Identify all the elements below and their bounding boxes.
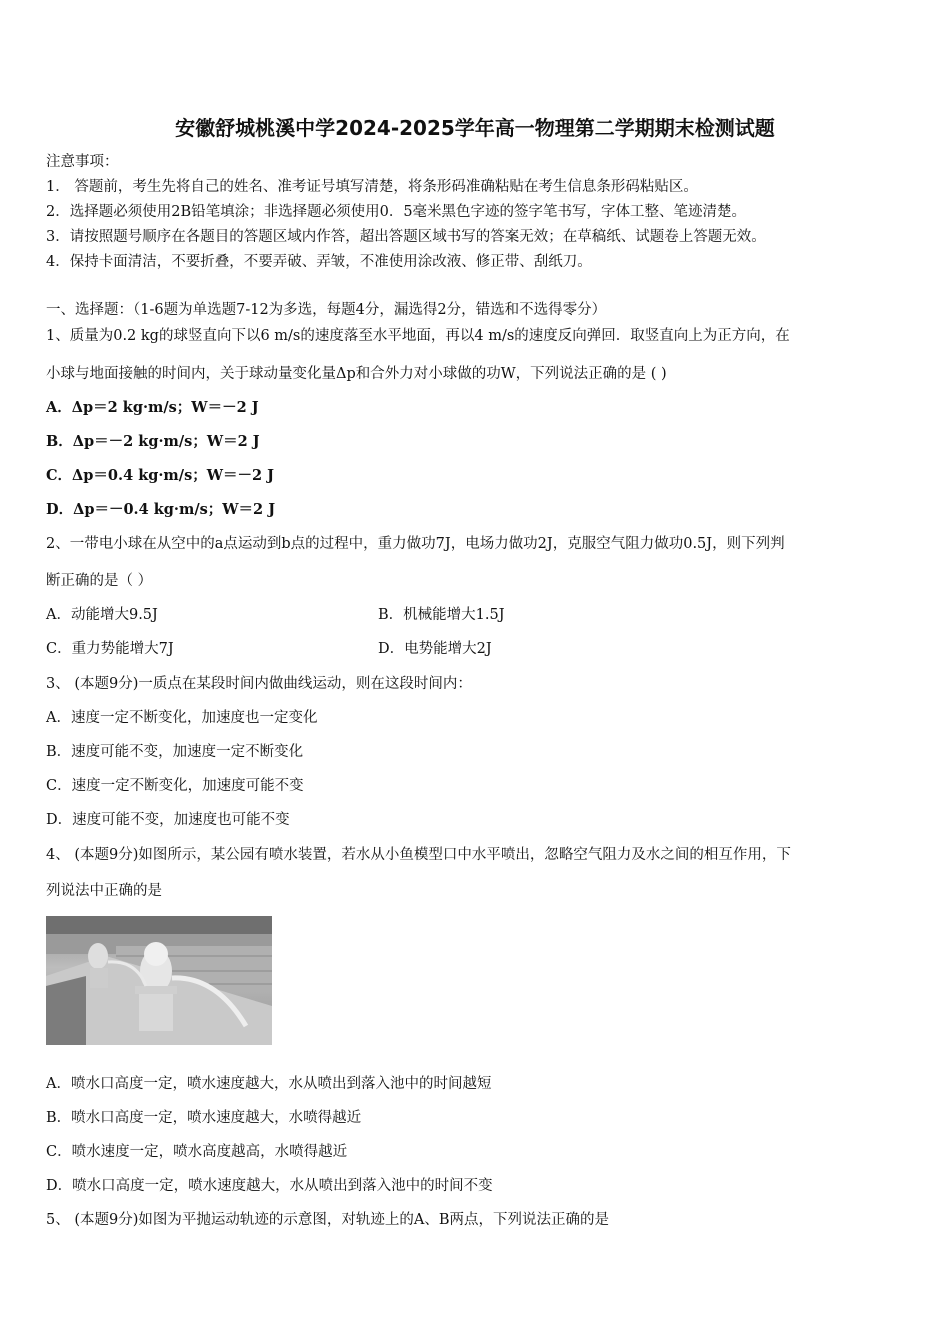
q2-option-c: C．重力势能增大7J [46, 641, 174, 657]
q4-option-c: C．喷水速度一定，喷水高度越高，水喷得越近 [46, 1144, 348, 1160]
notice-item: 3．请按照题号顺序在各题目的答题区域内作答，超出答题区域书写的答案无效；在草稿纸、试题卷上答题无效。 [46, 229, 766, 245]
q2-option-b: B．机械能增大1.5J [378, 607, 505, 623]
q3-option-a: A．速度一定不断变化，加速度也一定变化 [46, 710, 318, 726]
q3-option-b: B．速度可能不变，加速度一定不断变化 [46, 744, 304, 760]
q4-stem: 4、 (本题9分)如图所示，某公园有喷水装置，若水从小鱼模型口中水平喷出，忽略空气阻力及水之间的相互作用，下 [46, 847, 791, 863]
section-heading: 一、选择题：（1-6题为单选题7-12为多选，每题4分，漏选得2分，错选和不选得零分） [46, 302, 607, 318]
q1-stem: 1、质量为0.2 kg的球竖直向下以6 m/s的速度落至水平地面，再以4 m/s的速度反向弹回．取竖直向上为正方向，在 [46, 328, 790, 344]
q4-option-b: B．喷水口高度一定，喷水速度越大，水喷得越近 [46, 1110, 362, 1126]
q3-option-d: D．速度可能不变，加速度也可能不变 [46, 812, 290, 828]
notice-heading: 注意事项： [46, 154, 119, 170]
q5-stem: 5、 (本题9分)如图为平抛运动轨迹的示意图，对轨迹上的A、B两点，下列说法正确的是 [46, 1212, 609, 1228]
q4-option-d: D．喷水口高度一定，喷水速度越大，水从喷出到落入池中的时间不变 [46, 1178, 493, 1194]
q2-option-d: D．电势能增大2J [378, 641, 492, 657]
notice-item: 2．选择题必须使用2B铅笔填涂；非选择题必须使用0．5毫米黑色字迹的签字笔书写，字体工整、笔迹清楚。 [46, 204, 747, 220]
q1-option-d: D．Δp＝－0.4 kg·m/s；W＝2 J [46, 501, 276, 518]
q3-option-c: C．速度一定不断变化，加速度可能不变 [46, 778, 304, 794]
q2-stem: 断正确的是（ ） [46, 573, 153, 589]
fountain-photo [46, 916, 272, 1045]
q2-option-a: A．动能增大9.5J [46, 607, 158, 623]
q4-stem: 列说法中正确的是 [46, 883, 162, 899]
q4-option-a: A．喷水口高度一定，喷水速度越大，水从喷出到落入池中的时间越短 [46, 1076, 492, 1092]
notice-item: 1． 答题前，考生先将自己的姓名、准考证号填写清楚，将条形码准确粘贴在考生信息条形码粘贴区。 [46, 179, 698, 195]
page-title: 安徽舒城桃溪中学2024-2025学年高一物理第二学期期末检测试题 [175, 116, 775, 140]
q3-stem: 3、 (本题9分)一质点在某段时间内做曲线运动，则在这段时间内： [46, 676, 472, 692]
q1-stem: 小球与地面接触的时间内，关于球动量变化量Δp和合外力对小球做的功W，下列说法正确的是 ( ) [46, 366, 667, 382]
q1-option-a: A．Δp＝2 kg·m/s；W＝－2 J [46, 399, 259, 416]
q2-stem: 2、一带电小球在从空中的a点运动到b点的过程中，重力做功7J，电场力做功2J，克服空气阻力做功0.5J，则下列判 [46, 536, 785, 552]
q1-option-b: B．Δp＝－2 kg·m/s；W＝2 J [46, 433, 260, 450]
notice-item: 4．保持卡面清洁，不要折叠，不要弄破、弄皱，不准使用涂改液、修正带、刮纸刀。 [46, 254, 592, 270]
q1-option-c: C．Δp＝0.4 kg·m/s；W＝－2 J [46, 467, 275, 484]
